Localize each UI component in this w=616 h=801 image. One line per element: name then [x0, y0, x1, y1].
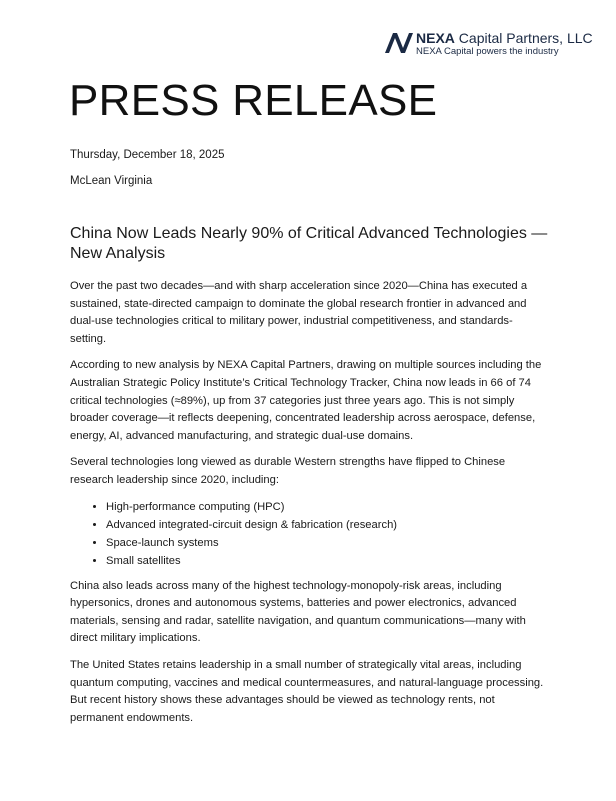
body-paragraph: Several technologies long viewed as durable Western strengths have flipped to Chinese research leadership since 2020, including: — [70, 456, 506, 486]
list-item: • Space-launch systems — [106, 534, 548, 552]
release-headline: China Now Leads Nearly 90% of Critical Advanced Technologies — New Analysis — [70, 225, 548, 262]
body-paragraph: According to new analysis by NEXA Capital Partners, drawing on multiple sources including the Australian Strategic Policy Institute’s Critical Technology Tracker, China now leads in 66 of 74 critical technologies (≈89%), up from 37 categories just three years ago. This is not simply broader coverage—it reflects deepening, concentrated leadership across aerospace, defense, energy, AI, advanced manufacturing, and strategic dual-use domains. — [70, 359, 542, 442]
list-item: • Small satellites — [106, 552, 548, 570]
body-paragraph: China also leads across many of the highest technology-monopoly-risk areas, including hypersonics, drones and autonomous systems, batteries and power electronics, advanced materials, sensing and radar, satellite navigation, and quantum communications—many with direct military implications. — [70, 579, 526, 645]
company-wordmark — [416, 31, 593, 57]
technology-list — [70, 498, 548, 570]
company-tagline: NEXA Capital powers the industry — [416, 46, 559, 57]
release-date: Thursday, December 18, 2025 — [70, 149, 225, 161]
document-title: PRESS RELEASE — [69, 76, 438, 125]
company-logo — [385, 31, 610, 57]
company-name — [416, 31, 593, 46]
release-body — [70, 278, 548, 736]
company-name-bold: NEXA — [416, 30, 455, 46]
release-location: McLean Virginia — [70, 175, 153, 187]
company-name-rest: Capital Partners, LLC — [454, 30, 593, 46]
list-item: • Advanced integrated-circuit design & fabrication (research) — [106, 516, 548, 534]
list-item: • High-performance computing (HPC) — [106, 498, 548, 516]
body-paragraph: Over the past two decades—and with sharp acceleration since 2020—China has executed a sustained, state-directed campaign to dominate the global research frontier in advanced and dual-use technologies critical to military power, industrial competitiveness, and standards-setting. — [70, 280, 528, 345]
nexa-logo-icon — [385, 33, 413, 53]
body-paragraph: The United States retains leadership in a small number of strategically vital areas, including quantum computing, vaccines and medical countermeasures, and natural-language processing. But recent history shows these advantages should be viewed as technology rents, not permanent endowments. — [70, 658, 544, 724]
